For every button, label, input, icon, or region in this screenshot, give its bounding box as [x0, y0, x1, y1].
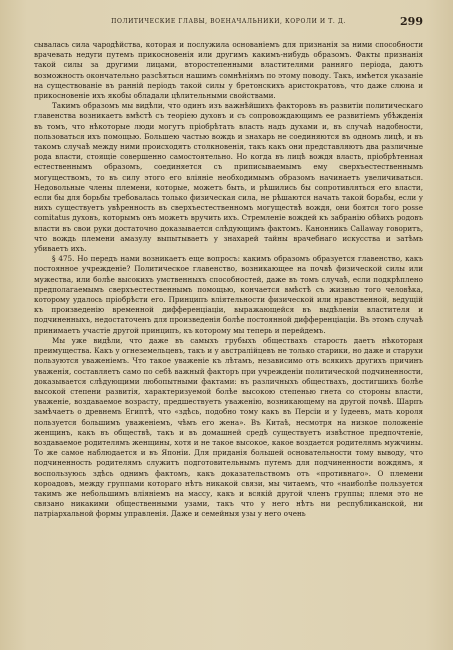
paragraph: сывалась сила чародѣйства, которая и послужила основаніемъ для признанія за ними способности врачевать недуги путемъ прикосновенія или другимъ какимъ-нибудь образомъ. Факты признанія такой силы за другими лицами, второстепенными властителями ранняго періода, даютъ возможность окончательно разсѣяться нашимъ сомнѣніямъ по этому поводу. Такъ, имѣется указаніе на существованіе въ ранній періодъ такой силы у бретонскихъ аристократовъ, что даже слюна и прикосновеніе ихъ якобы обладали цѣлительными свойствами. — [34, 40, 423, 101]
page-header — [34, 15, 423, 32]
paragraph: § 475. Но передъ нами возникаетъ еще вопросъ: какимъ образомъ образуется главенство, какъ постоянное учрежденіе? Политическое главенство, возникающее на почвѣ физической силы или мужества, или болѣе высокихъ умственныхъ способностей, даже въ томъ случаѣ, если подкрѣплено предполагаемымъ сверхъестественнымъ помощью, кончается вмѣстѣ съ жизнью того человѣка, которому удалось пріобрѣсти его. Принципъ вліятельности физической или нравственной, ведущій къ произведенію временной дифференціаціи, выражающейся въ выдѣленіи властителя и подчиненныхъ, недостаточенъ для произведенія болѣе постоянной дифференціаціи. Въ этомъ случаѣ принимаетъ участіе другой принципъ, къ которому мы теперь и перейдемъ. — [34, 254, 423, 335]
paragraph: Мы уже видѣли, что даже въ самыхъ грубыхъ обществахъ старость даетъ нѣкоторыя преимущества. Какъ у огнеземельцевъ, такъ и у австралійцевъ не только старики, но даже и старухи пользуются уваженіемъ. Что такое уваженіе къ лѣтамъ, независимо отъ всякихъ другихъ причинъ уваженія, составляетъ само по себѣ важный факторъ при учрежденіи политической подчиненности, доказывается слѣдующими любопытными фактами: въ различныхъ обществахъ, достигшихъ болѣе высокой степени развитія, характеризуемой болѣе высокою степенью гнета со стороны власти, уваженіе, воздаваемое возрасту, предшествуетъ уваженію, возникающему на другой почвѣ. Шарпъ замѣчаетъ о древнемъ Египтѣ, что «здѣсь, подобно тому какъ въ Персіи и у Іудеевъ, мать короля пользуется большимъ уваженіемъ, чѣмъ его жена». Въ Китаѣ, несмотря на низкое положеніе женщинъ, какъ въ обществѣ, такъ и въ домашней средѣ существуетъ извѣстное предпочтеніе, воздаваемое родителямъ женщины, хотя и не такое высокое, какое воздается родителямъ мужчины. То же самое наблюдается и въ Японіи. Для приданія большей основательности тому выводу, что подчиненность родителямъ служитъ подготовительнымъ путемъ для подчиненности вождямъ, я воспользуюсь здѣсь однимъ фактомъ, какъ доказательствомъ отъ «противнаго». О племени короадовъ, между группами котораго нѣтъ никакой связи, мы читаемъ, что «наиболѣе пользуется такимъ же небольшимъ вліяніемъ на массу, какъ и всякій другой членъ группы; племя это не связано никакими общественными узами, такъ что у него нѣтъ ни республиканской, ни патріархальной формы управленія. Даже и семейныя узы у него очень — [34, 335, 423, 519]
page-body — [34, 40, 423, 520]
running-head: ПОЛИТИЧЕСКИЕ ГЛАВЫ, ВОЕНАЧАЛЬНИКИ, КОРОЛИ И Т. Д. — [111, 18, 346, 25]
paragraph: Такимъ образомъ мы видѣли, что одинъ изъ важнѣйшихъ факторовъ въ развитіи политическаго главенства возникаетъ вмѣстѣ съ теоріею духовъ и съ сопровождающимъ ее развитіемъ убѣжденія въ томъ, что нѣкоторые люди могутъ пріобрѣтать власть надъ духами и, въ случаѣ надобности, пользоваться ихъ помощью. Большею частью вождь и знахарь не соединяются въ одномъ лицѣ, и въ такомъ случаѣ между ними происходятъ столкновенія, такъ какъ они представляютъ два различные рода власти, стоящіе совершенно самостоятельно. Но когда въ лицѣ вождя власть, пріобрѣтенная естественнымъ образомъ, соединяется съ приписываемымъ ему сверхъестественнымъ могуществомъ, то въ силу этого его вліяніе необходимымъ образомъ начинаетъ увеличиваться. Недовольные члены племени, которые, можетъ быть, и рѣшились бы сопротивляться его власти, если бы для борьбы требовалась только физическая сила, не рѣшаются начать такой борьбы, если у нихъ существуетъ увѣренность въ сверхъестественномъ могуществѣ вождя, они боятся того posse comitatus духовъ, которымъ онъ можетъ вручить ихъ. Стремленіе вождей къ забранію обѣихъ родовъ власти въ свои руки достаточно доказывается слѣдующимъ фактомъ. Канонникъ Callaway говоритъ, что вождь племени амазулу выпытываетъ у знахарей тайны врачебнаго искусства и затѣмъ убиваетъ ихъ. — [34, 101, 423, 254]
page-number: 299 — [400, 15, 423, 28]
